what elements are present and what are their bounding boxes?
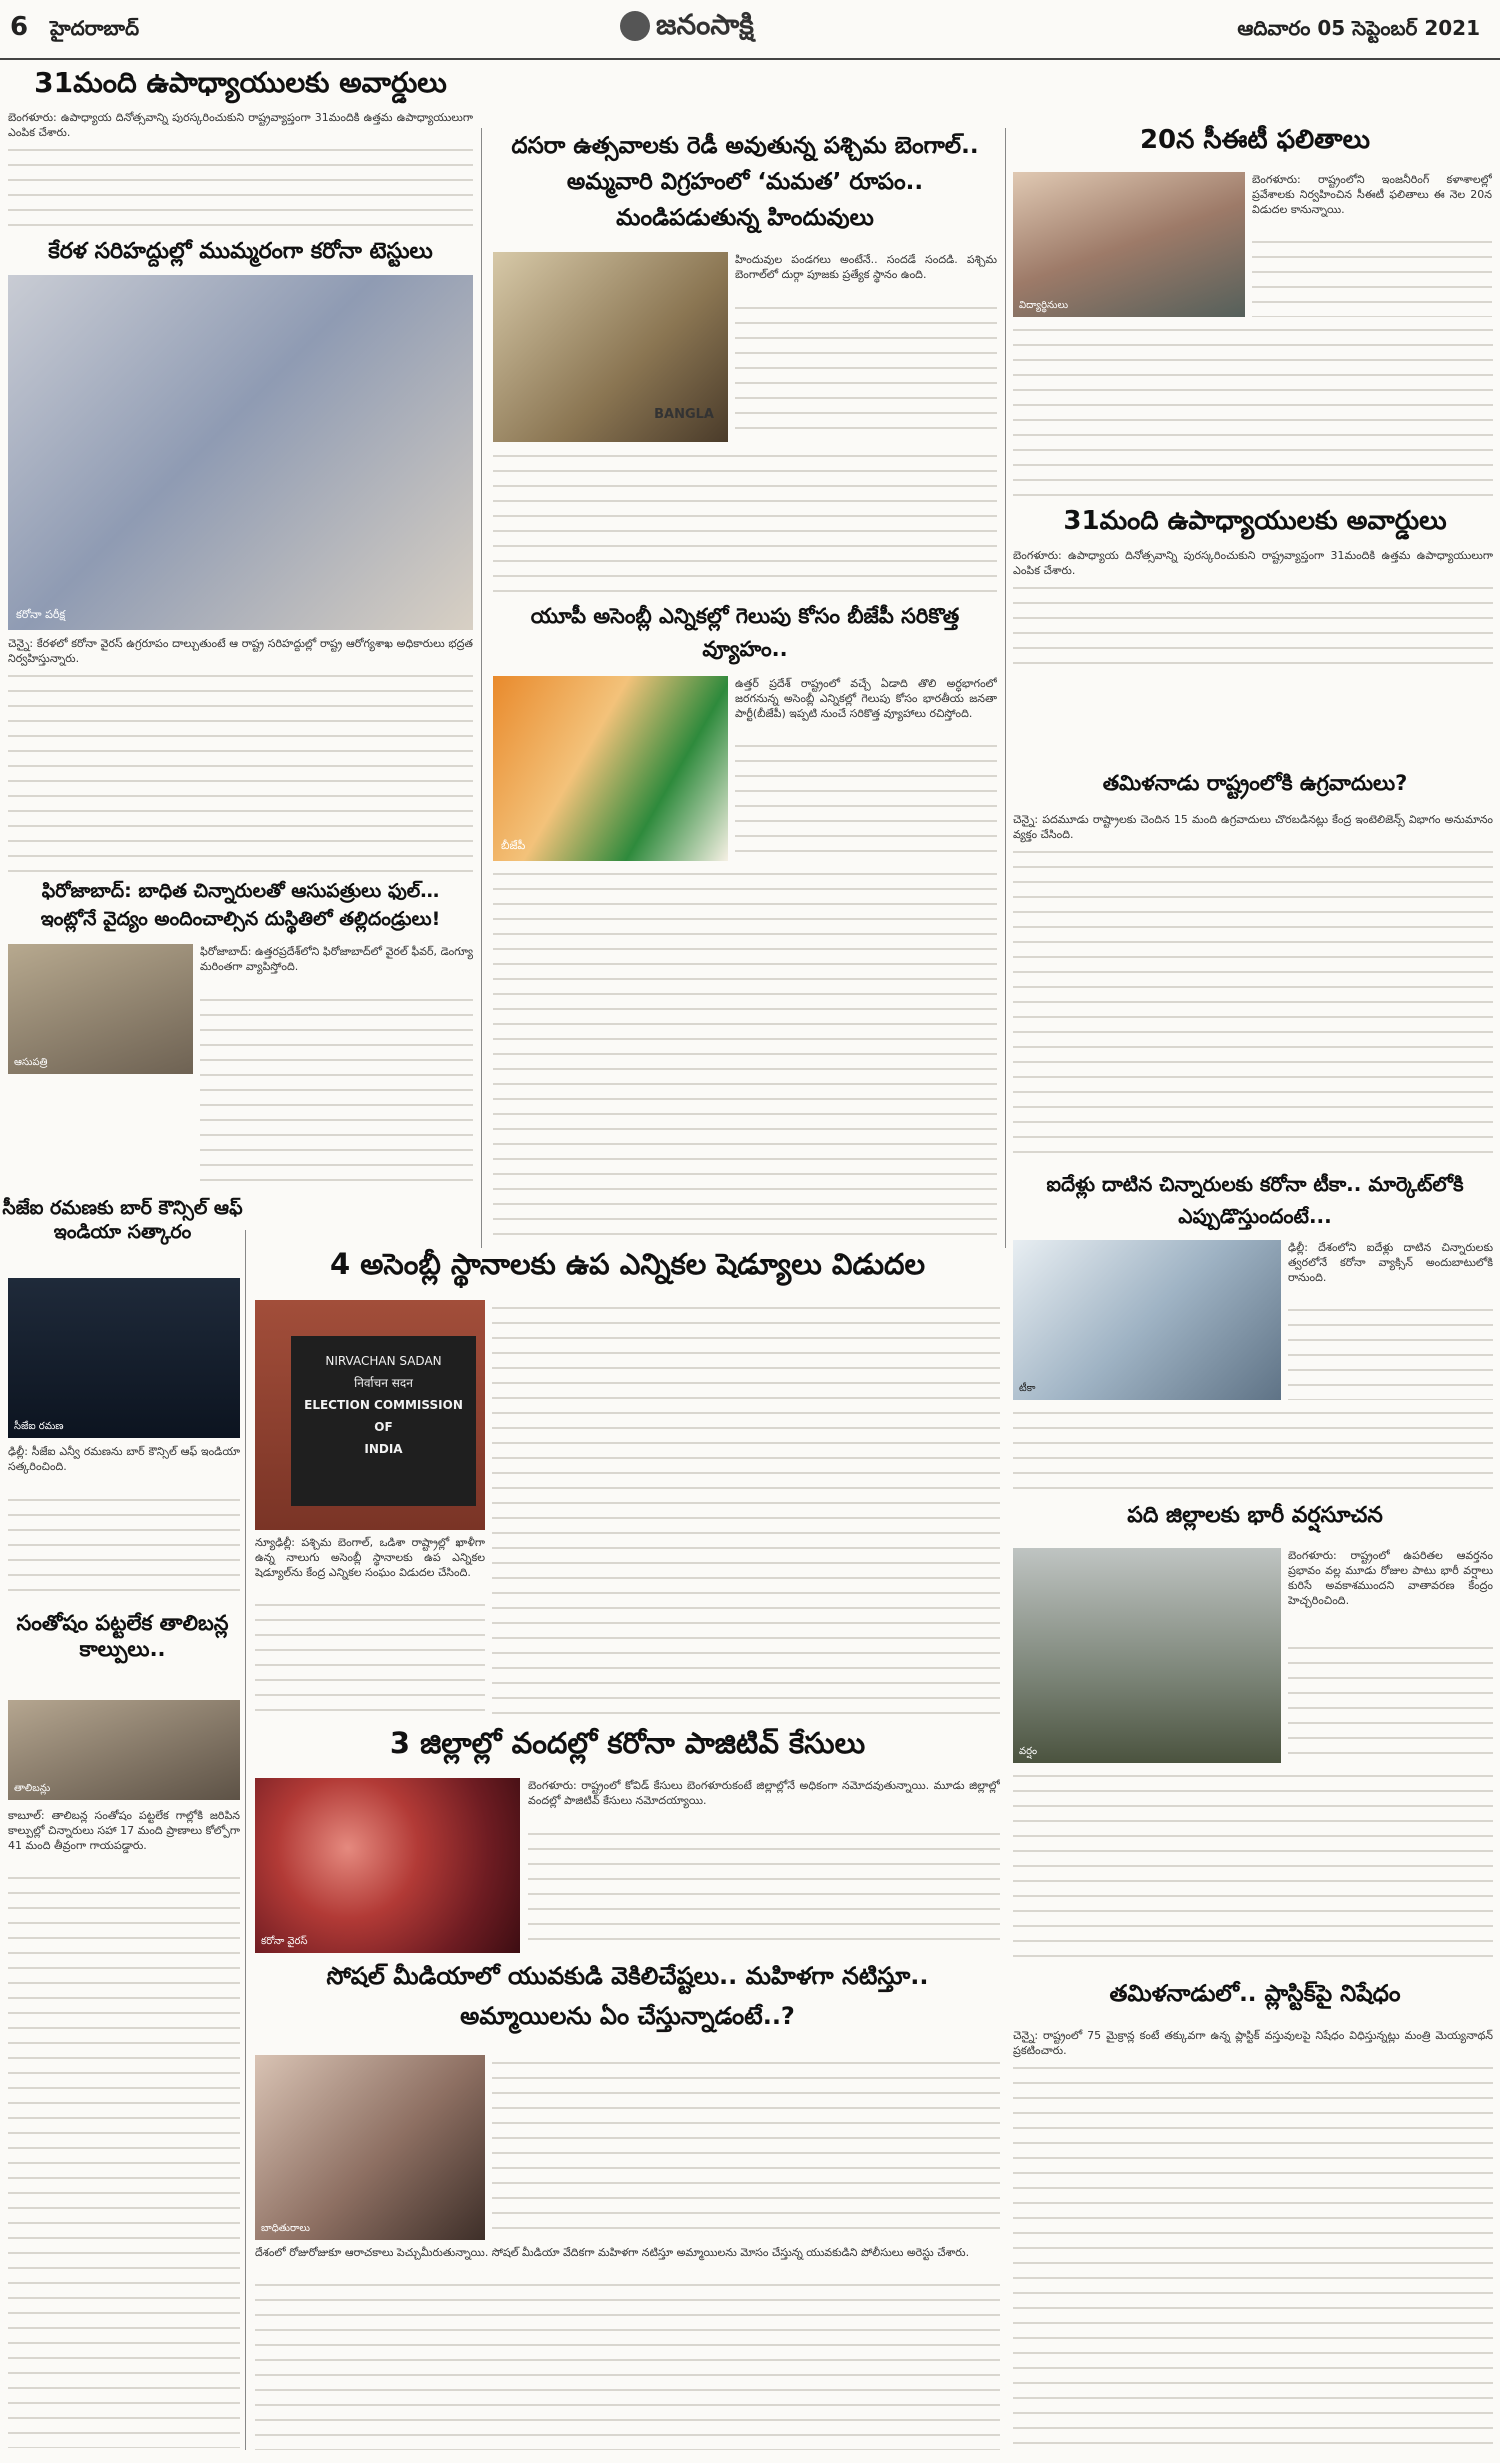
bjp-flag-photo xyxy=(493,676,728,861)
text-lines xyxy=(735,300,997,442)
headline-heavy-rain: పది జిల్లాలకు భారీ వర్షసూచన xyxy=(1127,1503,1383,1528)
image-caption: బీజేపీ xyxy=(501,839,526,852)
text-lines xyxy=(1013,322,1493,502)
story-by-elections xyxy=(255,1535,485,1720)
rain-photo xyxy=(1013,1548,1281,1763)
victim-photo xyxy=(255,2055,485,2240)
cet-students-photo xyxy=(1013,172,1245,317)
story-text: చెన్నై: రాష్ట్రంలో 75 మైక్రాన్ల కంటే తక్కువగా ఉన్న ప్లాస్టిక్ వస్తువులపై నిషేధం విధిస్తున్నట్లు మంత్రి మెయ్యనాథన్ ప్రకటించారు. xyxy=(1013,2029,1493,2057)
image-caption: తాలిబన్లు xyxy=(14,1783,51,1794)
headline-cet-results: 20న సీఈటీ ఫలితాలు xyxy=(1139,125,1371,155)
text-lines xyxy=(8,668,473,876)
story-cet xyxy=(1252,172,1492,317)
paper-logo xyxy=(620,8,754,48)
story-firozabad xyxy=(200,944,473,1194)
headline-vaccine-children: ఐదేళ్లు దాటిన చిన్నారులకు కరోనా టీకా.. మార్కెట్‌లోకి ఎప్పుడొస్తుందంటే... xyxy=(1046,1172,1464,1228)
text-lines xyxy=(1288,1302,1493,1400)
headline-social-media: సోషల్ మీడియాలో యువకుడి వెకిలిచేష్టలు.. మహిళగా నటిస్తూ.. అమ్మాయిలను ఏం చేస్తున్నాడంటే..? xyxy=(326,1962,929,2030)
cji-photo xyxy=(8,1278,240,1438)
story-text: చెన్నై: కేరళలో కరోనా వైరస్ ఉగ్రరూపం దాల్చుతుంటే ఆ రాష్ట్ర సరిహద్దుల్లో రాష్ట్ర ఆరోగ్యశాఖ అధికారులు భద్రత నిర్వహిస్తున్నారు. xyxy=(8,637,473,665)
headline-firozabad-sub: ఇంట్లోనే వైద్యం అందించాల్సిన దుస్థితిలో తల్లిదండ్రులు! xyxy=(40,908,441,930)
headline-plastic-ban: తమిళనాడులో.. ప్లాస్టిక్‌పై నిషేధం xyxy=(1109,1981,1401,2007)
headline-firozabad: ఫిరోజాబాద్: బాధిత చిన్నారులతో ఆసుపత్రులు ఫుల్… xyxy=(41,880,440,902)
text-lines xyxy=(8,142,473,235)
story-teachers-awards xyxy=(8,110,473,235)
vaccine-photo xyxy=(1013,1240,1281,1400)
image-caption: సీజేఐ రమణ xyxy=(14,1421,64,1432)
story-text: చెన్నై: పదమూడు రాష్ట్రాలకు చెందిన 15 మంది ఉగ్రవాదులు చొరబడినట్లు కేంద్ర ఇంటెలిజెన్స్ విభాగం అనుమానం వ్యక్తం చేసింది. xyxy=(1013,813,1493,841)
story-text: ఢిల్లీ: దేశంలోని ఐదేళ్లు దాటిన చిన్నారులకు త్వరలోనే కరోనా వ్యాక్సిన్ అందుబాటులోకి రానుంది. xyxy=(1288,1241,1493,1284)
story-text: కాబూల్: తాలిబన్ల సంతోషం పట్టలేక గాల్లోకి జరిపిన కాల్పుల్లో చిన్నారులు సహా 17 మంది ప్రాణాలు కోల్పోగా 41 మంది తీవ్రంగా గాయపడ్డారు. xyxy=(8,1809,240,1852)
text-lines xyxy=(492,2055,1000,2240)
story-text: దేశంలో రోజురోజుకూ ఆరాచకాలు పెచ్చుమీరుతున్నాయి. సోషల్ మీడియా వేదికగా మహిళగా నటిస్తూ అమ్మాయిలను మోసం చేస్తున్న యువకుడిని పోలీసులు అరెస్టు చేశారు. xyxy=(255,2246,970,2259)
text-lines xyxy=(1013,2060,1493,2448)
edition-city: హైదరాబాద్ xyxy=(50,16,140,40)
headline-teachers-awards-2: 31మంది ఉపాధ్యాయులకు అవార్డులు xyxy=(1063,506,1447,536)
text-lines xyxy=(1013,844,1493,1162)
story-teachers-awards-2 xyxy=(1013,548,1493,668)
story-text: బెంగళూరు: రాష్ట్రంలో ఉపరితల ఆవర్తనం ప్రభావం వల్ల మూడు రోజుల పాటు భారీ వర్షాలు కురిసే అవకాశముందని వాతావరణ కేంద్రం హెచ్చరించింది. xyxy=(1288,1549,1493,1607)
image-caption: ఆసుపత్రి xyxy=(14,1057,48,1068)
story-plastic xyxy=(1013,2028,1493,2448)
story-social-media-cont xyxy=(255,2245,1000,2450)
image-caption: కరోనా వైరస్ xyxy=(261,1936,308,1947)
story-text: బెంగళూరు: ఉపాధ్యాయ దినోత్సవాన్ని పురస్కరించుకుని రాష్ట్రవ్యాప్తంగా 31మందికి ఉత్తమ ఉపాధ్యాయులుగా ఎంపిక చేశారు. xyxy=(1013,549,1493,577)
page-number: 6 xyxy=(10,12,29,42)
story-rain-cont xyxy=(1013,1768,1493,1968)
story-taliban xyxy=(8,1808,240,2448)
headline-kerala-tests: కేరళ సరిహద్దుల్లో ముమ్మరంగా కరోనా టెస్టులు xyxy=(48,239,433,264)
image-caption: BANGLA xyxy=(654,407,714,422)
text-lines xyxy=(8,1492,240,1599)
story-kerala xyxy=(8,636,473,876)
image-caption: విద్యార్థినులు xyxy=(1019,300,1069,311)
headline-corona-positive: 3 జిల్లాల్లో వందల్లో కరోనా పాజిటివ్ కేసులు xyxy=(389,1726,866,1760)
story-corona xyxy=(528,1778,1000,1953)
text-lines xyxy=(8,1870,240,2448)
text-lines xyxy=(493,448,997,598)
ec-sign-line: NIRVACHAN SADAN xyxy=(325,1354,442,1368)
story-text: ఉత్తర్ ప్రదేశ్ రాష్ట్రంలో వచ్చే ఏడాది తొలి అర్ధభాగంలో జరగనున్న అసెంబ్లీ ఎన్నికల్లో గెలుపు కోసం భారతీయ జనతా పార్టీ(బీజేపీ) ఇప్పటి నుంచే సరికొత్త వ్యూహాలు రచిస్తోంది. xyxy=(735,677,997,720)
text-lines xyxy=(1252,234,1492,317)
text-lines xyxy=(255,2277,1000,2450)
election-commission-photo xyxy=(255,1300,485,1530)
image-caption: వర్షం xyxy=(1019,1746,1038,1757)
story-text: న్యూఢిల్లీ: పశ్చిమ బెంగాల్, ఒడిశా రాష్ట్రాల్లో ఖాళీగా ఉన్న నాలుగు అసెంబ్లీ స్థానాలకు ఉప ఎన్నికల షెడ్యూల్‌ను కేంద్ర ఎన్నికల సంఘం విడుదల చేసింది. xyxy=(255,1536,485,1579)
masthead xyxy=(0,0,1500,60)
column-divider xyxy=(1005,128,1006,1248)
taliban-photo xyxy=(8,1700,240,1800)
text-lines xyxy=(1013,1405,1493,1500)
story-text: హిందువుల పండగలు అంటేనే.. సందడే సందడి. పశ్చిమ బెంగాల్‌లో దుర్గా పూజకు ప్రత్యేక స్థానం ఉంది. xyxy=(735,253,997,281)
story-tamilnadu xyxy=(1013,812,1493,1162)
text-lines xyxy=(492,1300,1000,1720)
headline-dussehra-bengal: దసరా ఉత్సవాలకు రెడీ అవుతున్న పశ్చిమ బెంగాల్.. అమ్మవారి విగ్రహంలో ‘మమత’ రూపం.. మండిపడుతున్న హిందువులు xyxy=(511,133,979,231)
story-up-bjp xyxy=(735,676,997,861)
firozabad-photo xyxy=(8,944,193,1074)
text-lines xyxy=(255,1597,485,1720)
story-dussehra xyxy=(735,252,997,442)
headline-teachers-awards: 31మంది ఉపాధ్యాయులకు అవార్డులు xyxy=(34,66,447,99)
ec-sign-line: ELECTION COMMISSION xyxy=(304,1398,463,1412)
headline-tamilnadu-extremists: తమిళనాడు రాష్ట్రంలోకి ఉగ్రవాదులు? xyxy=(1102,771,1408,795)
image-caption: బాధితురాలు xyxy=(261,2223,310,2234)
story-cji xyxy=(8,1444,240,1599)
paper-name: జనంసాక్షి xyxy=(656,8,754,41)
story-cet-cont xyxy=(1013,322,1493,502)
story-text: ఫిరోజాబాద్: ఉత్తరప్రదేశ్‌లోని ఫిరోజాబాద్‌లో వైరల్ ఫీవర్, డెంగ్యూ మరింతగా వ్యాపిస్తోంది. xyxy=(200,945,473,973)
ec-signboard xyxy=(291,1336,476,1506)
logo-icon xyxy=(620,11,650,41)
story-dussehra-cont xyxy=(493,448,997,598)
headline-by-elections: 4 అసెంబ్లీ స్థానాలకు ఉప ఎన్నికల షెడ్యూలు విడుదల xyxy=(329,1247,926,1281)
image-caption: టీకా xyxy=(1019,1383,1036,1394)
text-lines xyxy=(493,866,997,1244)
story-vaccine xyxy=(1288,1240,1493,1400)
text-lines xyxy=(200,992,473,1194)
story-vaccine-cont xyxy=(1013,1405,1493,1500)
headline-up-bjp: యూపీ అసెంబ్లీ ఎన్నికల్లో గెలుపు కోసం బీజేపీ సరికొత్త వ్యూహం.. xyxy=(530,604,960,661)
story-text: ఢిల్లీ: సీజేఐ ఎన్వీ రమణను బార్ కౌన్సిల్ ఆఫ్ ఇండియా సత్కరించింది. xyxy=(8,1445,240,1473)
text-lines xyxy=(735,738,997,861)
virus-photo xyxy=(255,1778,520,1953)
headline-taliban: సంతోషం పట్టలేక తాలిబన్ల కాల్పులు.. xyxy=(16,1611,229,1662)
story-by-elections-cont xyxy=(492,1300,1000,1720)
ec-sign-line: INDIA xyxy=(364,1442,403,1456)
story-up-bjp-cont xyxy=(493,866,997,1244)
story-text: బెంగళూరు: రాష్ట్రంలో కోవిడ్ కేసులు బెంగళూరుకంటే జిల్లాల్లోనే అధికంగా నమోదవుతున్నాయి. మూడు జిల్లాల్లో వందల్లో పాజిటివ్ కేసులు నమోదయ్యాయి. xyxy=(528,1779,1000,1807)
text-lines xyxy=(1013,1768,1493,1968)
story-text: బెంగళూరు: ఉపాధ్యాయ దినోత్సవాన్ని పురస్కరించుకుని రాష్ట్రవ్యాప్తంగా 31మందికి ఉత్తమ ఉపాధ్యాయులుగా ఎంపిక చేశారు. xyxy=(8,111,473,139)
headline-cji: సీజేఐ రమణకు బార్ కౌన్సిల్ ఆఫ్ ఇండియా సత్కారం xyxy=(2,1197,243,1243)
ec-sign-line: निर्वाचन सदन xyxy=(354,1376,413,1390)
issue-date: ఆదివారం 05 సెప్టెంబర్ 2021 xyxy=(1237,16,1480,40)
durga-idol-photo xyxy=(493,252,728,442)
text-lines xyxy=(1013,580,1493,668)
story-social-media xyxy=(492,2055,1000,2240)
kerala-test-photo xyxy=(8,275,473,630)
ec-sign-line: OF xyxy=(374,1420,393,1434)
story-text: బెంగళూరు: రాష్ట్రంలోని ఇంజనీరింగ్ కళాశాలల్లో ప్రవేశాలకు నిర్వహించిన సీఈటీ ఫలితాలు ఈ నెల 20న విడుదల కానున్నాయి. xyxy=(1252,173,1492,216)
column-divider xyxy=(245,1230,246,2450)
story-rain xyxy=(1288,1548,1493,1763)
image-caption: కరోనా పరీక్ష xyxy=(16,608,66,621)
column-divider xyxy=(481,128,482,1248)
text-lines xyxy=(528,1826,1000,1953)
text-lines xyxy=(1288,1640,1493,1763)
